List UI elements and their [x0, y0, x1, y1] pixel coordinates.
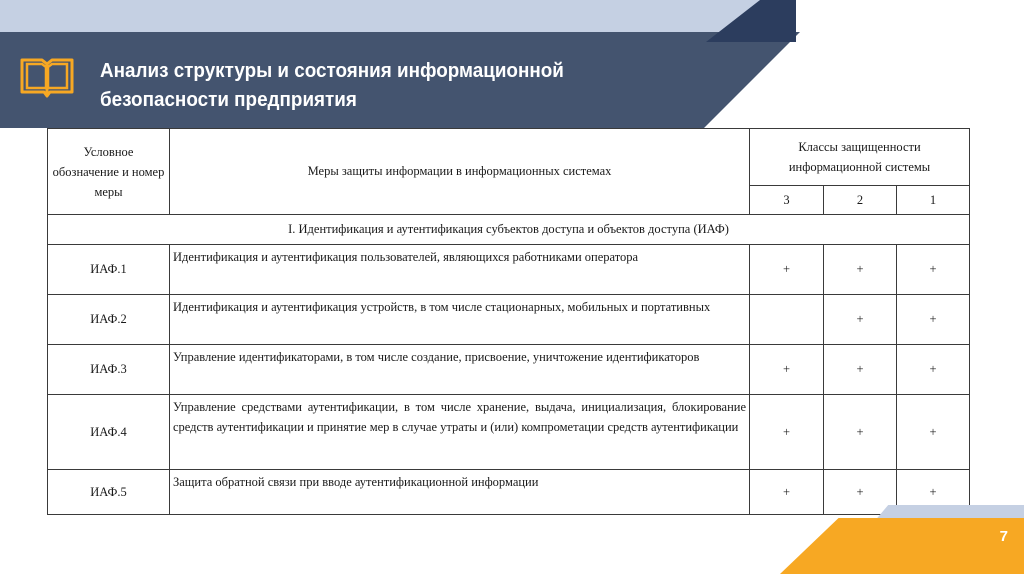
table-row [48, 295, 970, 345]
table-row [48, 245, 970, 295]
mark-class-1: + [897, 395, 970, 470]
mark-class-3: + [750, 470, 824, 515]
protection-measures-table [47, 128, 970, 515]
mark-class-1: + [897, 470, 970, 515]
page-number: 7 [999, 528, 1008, 545]
footer-accent-orange [780, 518, 1024, 574]
mark-class-3 [750, 295, 824, 345]
measure-text: Идентификация и аутентификация пользователей, являющихся работниками оператора [170, 245, 750, 295]
mark-class-1: + [897, 295, 970, 345]
table-row [48, 470, 970, 515]
measure-code: ИАФ.1 [48, 245, 170, 295]
mark-class-3: + [750, 395, 824, 470]
page-title [100, 56, 634, 114]
mark-class-2: + [824, 245, 897, 295]
measure-code: ИАФ.3 [48, 345, 170, 395]
mark-class-2: + [824, 395, 897, 470]
header-measures-cell: Меры защиты информации в информационных системах [170, 129, 750, 215]
table-header-row [48, 129, 970, 186]
header-class-1: 1 [897, 186, 970, 215]
measure-code: ИАФ.4 [48, 395, 170, 470]
measure-code: ИАФ.2 [48, 295, 170, 345]
measure-text: Управление идентификаторами, в том числе создание, присвоение, уничтожение идентификаторов [170, 345, 750, 395]
table-row [48, 345, 970, 395]
mark-class-3: + [750, 245, 824, 295]
header-class-2: 2 [824, 186, 897, 215]
mark-class-1: + [897, 245, 970, 295]
measure-text: Идентификация и аутентификация устройств, в том числе стационарных, мобильных и портативных [170, 295, 750, 345]
mark-class-2: + [824, 345, 897, 395]
mark-class-2: + [824, 295, 897, 345]
open-book-icon [18, 54, 76, 98]
header-code-cell: Условное обозначение и номер меры [48, 129, 170, 215]
header-accent-light [0, 0, 760, 32]
header-class-3: 3 [750, 186, 824, 215]
page-title-line-2: безопасности предприятия [100, 88, 357, 111]
mark-class-1: + [897, 345, 970, 395]
section-title: I. Идентификация и аутентификация субъектов доступа и объектов доступа (ИАФ) [48, 215, 970, 245]
measure-text: Управление средствами аутентификации, в том числе хранение, выдача, инициализация, блокирование средств аутентификации и принятие мер в случае утраты и (или) компрометации средств аутентификации [170, 395, 750, 470]
table-section-row [48, 215, 970, 245]
mark-class-2: + [824, 470, 897, 515]
table-row [48, 395, 970, 470]
measure-text: Защита обратной связи при вводе аутентификационной информации [170, 470, 750, 515]
page-title-line-1: Анализ структуры и состояния информационной [100, 59, 564, 82]
mark-class-3: + [750, 345, 824, 395]
header-classes-cell: Классы защищенности информационной системы [750, 129, 970, 186]
measure-code: ИАФ.5 [48, 470, 170, 515]
